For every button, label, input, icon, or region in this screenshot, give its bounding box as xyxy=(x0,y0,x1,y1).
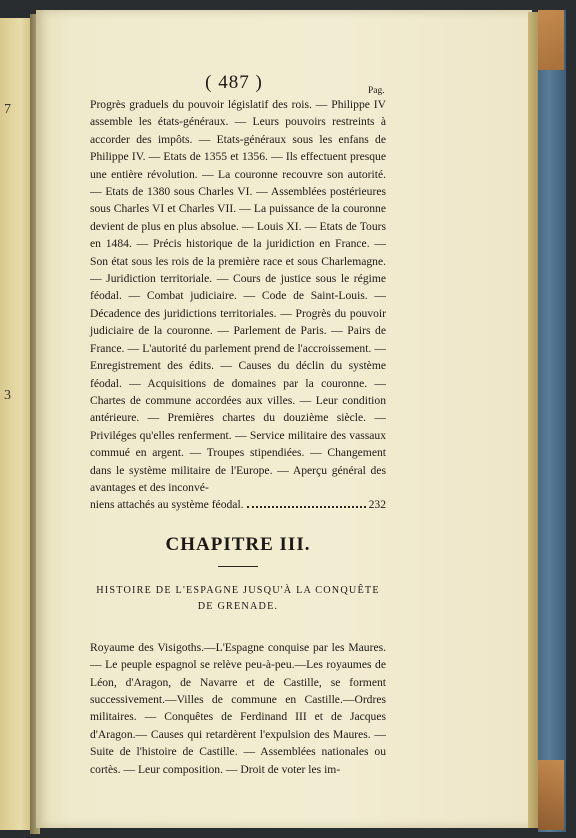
dot-leader xyxy=(247,506,366,508)
pag-column-label: Pag. xyxy=(368,86,385,96)
chapter-paragraph: Royaume des Visigoths.—L'Espagne conquise par les Maures. — Le peuple espagnol se relève peu-à-peu.—Les royaumes de Léon, d'Aragon, de Navarre et de Castille, se forment successivement.—Villes de commune en Castille.—Ordres militaires. — Conquêtes de Ferdinand III et de Jacques d'Aragon.— Causes qui retardèrent l'expulsion des Maures. — Suite de l'histoire de Castille. — Assemblées nationales ou cortès. — Leur composition. — Droit de voter les im- xyxy=(90,640,386,776)
previous-page-mark: 7 xyxy=(4,102,11,117)
book-cover xyxy=(538,10,566,832)
page-number: ( 487 ) xyxy=(205,72,263,93)
chapter-subtitle: HISTOIRE DE L'ESPAGNE JUSQU'À LA CONQUÊTE DE GRENADE. xyxy=(96,584,380,612)
cover-corner-bottom xyxy=(538,760,564,830)
page-content xyxy=(90,76,386,778)
toc-paragraph: Progrès graduels du pouvoir législatif des rois. — Philippe IV assemble les états-généraux. — Leurs pouvoirs restreints à accorder des impôts. — Etats-généraux sous les enfans de Philippe IV. — Etats de 1355 et 1356. — Ils effectuent presque une entière révolution. — La couronne recouvre son autorité. — Etats de 1380 sous Charles VI. — Assemblées postérieures sous Charles VI et Charles VII. — La puissance de la couronne devient de plus en plus absolue. — Louis XI. — Etats de Tours en 1484. — Précis historique de la juridiction en France. — Son état sous les rois de la première race et sous Charlemagne. — Juridiction territoriale. — Cours de justice sous le régime féodal. — Combat judiciaire. — Code de Saint-Louis. — Décadence des juridictions territoriales. — Progrès du pouvoir judiciaire de la couronne. — Parlement de Paris. — Pairs de France. — L'autorité du parlement prend de l'accroissement. — Enregistrement des édits. — Causes du déclin du système féodal. — Acquisitions de domaines par la couronne. — Chartes de commune accordées aux villes. — Leur condition antérieure. — Premières chartes du douzième siècle. — Priviléges qu'elles renferment. — Service militaire des vassaux commué en argent. — Troupes stipendiées. — Changement dans le système militaire de l'Europe. — Aperçu général des avantages et des inconvé- xyxy=(90,98,386,494)
chapter-title: CHAPITRE III. xyxy=(165,533,311,555)
title-rule xyxy=(218,566,258,567)
previous-page-mark: 3 xyxy=(4,388,11,403)
toc-last-line: niens attachés au système féodal. xyxy=(90,498,244,512)
previous-page-edge xyxy=(0,18,34,830)
cover-corner-top xyxy=(538,10,564,70)
toc-page-reference: 232 xyxy=(368,498,386,512)
toc-entry-end xyxy=(90,496,386,513)
